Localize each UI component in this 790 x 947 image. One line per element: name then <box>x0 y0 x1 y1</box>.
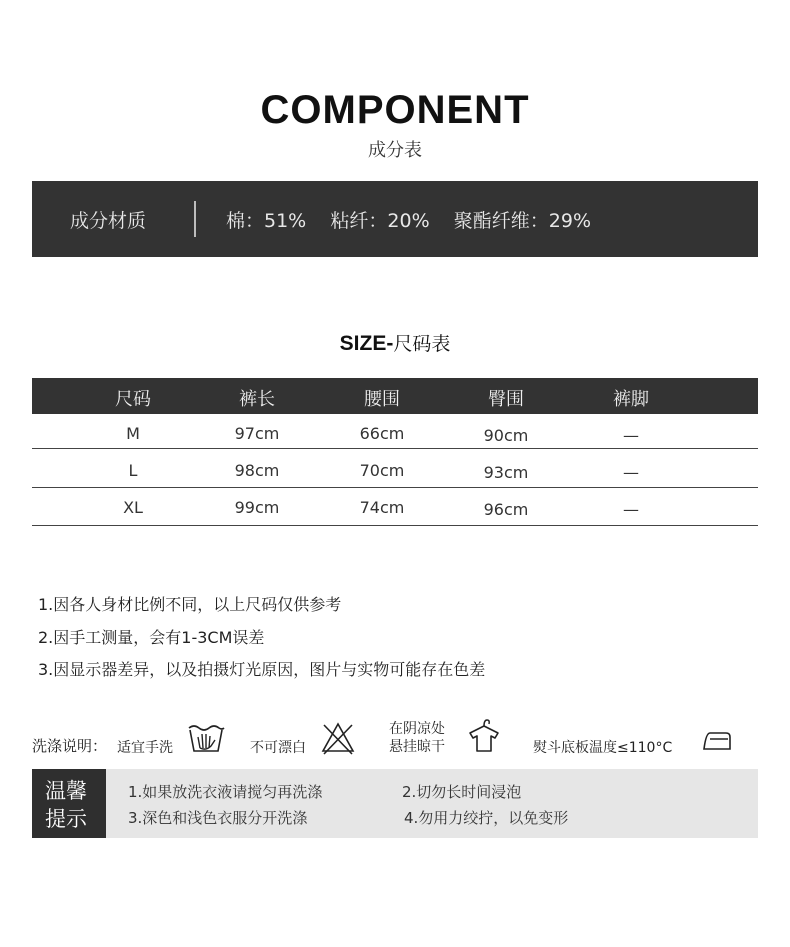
hand-wash-text: 适宜手洗 <box>117 740 173 756</box>
table-cell: 98cm <box>234 461 280 480</box>
table-cell: M <box>126 424 140 443</box>
table-cell: — <box>623 500 639 519</box>
table-cell: — <box>623 426 639 445</box>
row-divider <box>32 525 758 526</box>
tip-2: 2.切勿长时间浸泡 <box>402 783 522 801</box>
size-chart-title <box>0 329 790 356</box>
tip-3: 3.深色和浅色衣服分开洗涤 <box>128 809 308 827</box>
tips-heading-line-1: 温馨 <box>45 779 87 803</box>
table-cell: 97cm <box>234 424 280 443</box>
hand-wash-icon <box>186 722 226 754</box>
shade-dry-text-2: 悬挂晾干 <box>389 739 445 755</box>
note-2: 2.因手工测量，会有1-3CM误差 <box>38 628 265 647</box>
table-cell: 90cm <box>483 426 529 445</box>
header-hip: 臀围 <box>488 389 524 410</box>
page-subtitle: 成分表 <box>368 140 422 161</box>
table-cell: L <box>128 461 138 480</box>
washing-label: 洗涤说明： <box>32 737 108 755</box>
tip-1: 1.如果放洗衣液请搅匀再洗涤 <box>128 783 323 801</box>
shade-dry-text-1: 在阴凉处 <box>389 721 445 737</box>
table-cell: 93cm <box>483 463 529 482</box>
row-divider <box>32 448 758 449</box>
tips-heading-line-2: 提示 <box>45 807 87 831</box>
composition-divider <box>194 201 196 237</box>
tip-4: 4.勿用力绞拧，以免变形 <box>404 809 569 827</box>
table-cell: 99cm <box>234 498 280 517</box>
size-title-bold: SIZE- <box>339 332 394 355</box>
composition-label: 成分材质 <box>70 210 147 232</box>
table-cell: 70cm <box>359 461 405 480</box>
composition-values: 棉：51% 粘纤：20% 聚酯纤维：29% <box>226 210 592 232</box>
table-cell: 96cm <box>483 500 529 519</box>
no-bleach-icon <box>321 721 355 755</box>
note-1: 1.因各人身材比例不同，以上尺码仅供参考 <box>38 595 342 614</box>
table-cell: XL <box>123 498 143 517</box>
table-cell: 66cm <box>359 424 405 443</box>
header-waist: 腰围 <box>364 389 400 410</box>
header-hem: 裤脚 <box>613 389 649 410</box>
table-cell: — <box>623 463 639 482</box>
no-bleach-text: 不可漂白 <box>250 740 306 756</box>
iron-icon <box>700 729 734 753</box>
size-title-rest: 尺码表 <box>393 333 451 355</box>
row-divider <box>32 487 758 488</box>
hang-dry-icon <box>465 716 503 754</box>
page-title: COMPONENT <box>260 88 530 132</box>
header-length: 裤长 <box>239 389 275 410</box>
header-size: 尺码 <box>115 389 151 410</box>
iron-text: 熨斗底板温度≤110°C <box>533 740 673 756</box>
table-cell: 74cm <box>359 498 405 517</box>
note-3: 3.因显示器差异，以及拍摄灯光原因，图片与实物可能存在色差 <box>38 660 486 679</box>
